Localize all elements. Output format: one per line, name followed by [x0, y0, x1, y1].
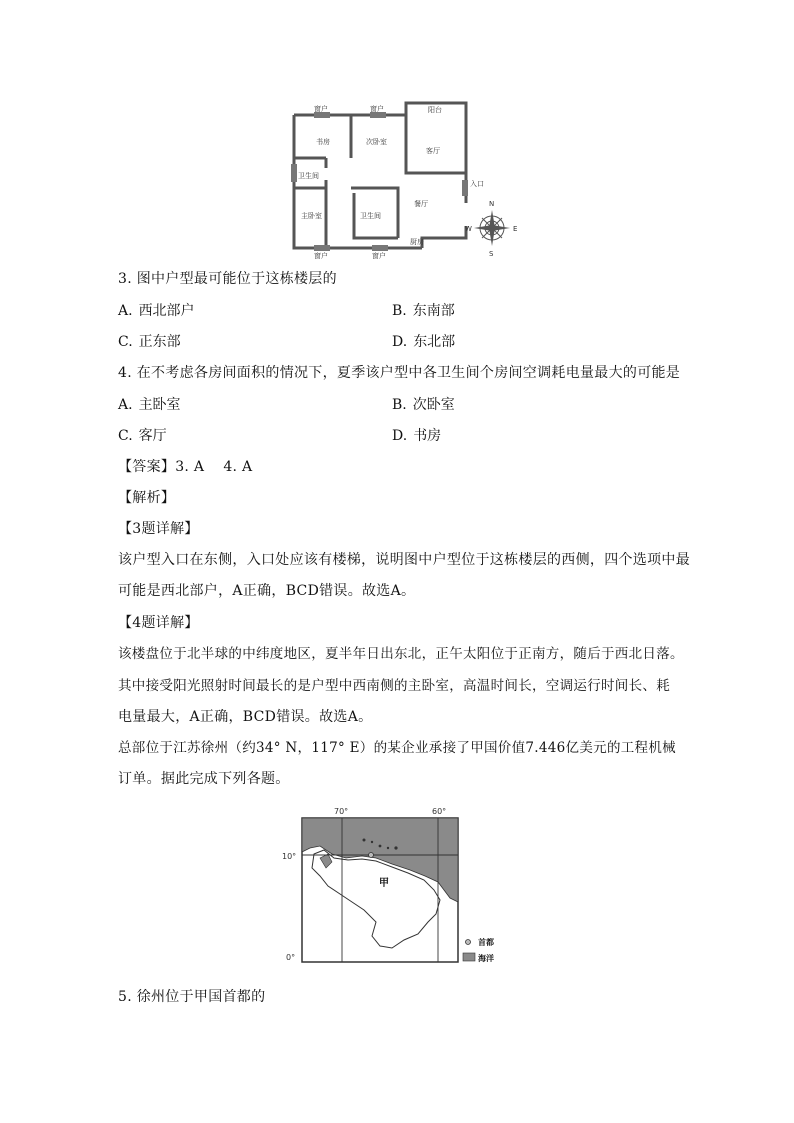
q5-stem: 5. 徐州位于甲国首都的: [118, 989, 266, 1005]
detail3-line-1: 该户型入口在东侧，入口处应该有楼梯，说明图中户型位于这栋楼层的西侧，四个选项中最: [118, 552, 690, 568]
room-dining: 餐厅: [414, 200, 428, 208]
q3-option-b: B. 东南部: [392, 303, 455, 319]
legend-capital-icon: [466, 940, 471, 945]
room-master: 主卧室: [301, 212, 322, 220]
detail4-heading: 【4题详解】: [118, 615, 199, 631]
floor-plan-figure: [286, 98, 516, 260]
map-country-label: 甲: [379, 878, 389, 889]
map-lat-bottom: 0°: [286, 953, 296, 962]
map-lon-right: 60°: [432, 807, 447, 816]
intro-line-1: 总部位于江苏徐州（约34° N，117° E）的某企业承接了甲国价值7.446亿美元的工程机械: [118, 740, 676, 756]
legend-capital-label: 首都: [478, 938, 494, 947]
room-living: 客厅: [426, 147, 440, 155]
map-lon-left: 70°: [334, 807, 349, 816]
detail3-line-2: 可能是西北部户，A正确，BCD错误。故选A。: [118, 583, 416, 599]
label-window-4: 窗户: [372, 252, 386, 260]
room-bath-1: 卫生间: [298, 172, 319, 180]
compass-w: W: [465, 225, 472, 233]
detail4-line-1: 该楼盘位于北半球的中纬度地区，夏半年日出东北，正午太阳位于正南方，随后于西北日落。: [118, 646, 684, 662]
label-window-1: 窗户: [314, 105, 328, 113]
q3-stem: 3. 图中户型最可能位于这栋楼层的: [118, 271, 337, 287]
room-study: 书房: [316, 138, 330, 146]
compass-n: N: [489, 200, 495, 208]
detail4-line-3: 电量最大，A正确，BCD错误。故选A。: [118, 709, 373, 725]
detail4-line-2: 其中接受阳光照射时间最长的是户型中西南侧的主卧室，高温时间长，空调运行时间长、耗: [118, 678, 670, 694]
answer-line: 【答案】3. A 4. A: [118, 459, 253, 475]
q3-option-a: A. 西北部户: [118, 303, 195, 319]
q4-option-a: A. 主卧室: [118, 397, 181, 413]
compass-icon: [465, 200, 517, 258]
room-second-bedroom: 次卧室: [366, 138, 387, 146]
intro-line-2: 订单。据此完成下列各题。: [118, 771, 290, 787]
detail3-heading: 【3题详解】: [118, 521, 199, 537]
room-entrance: 入口: [470, 180, 484, 188]
label-window-3: 窗户: [314, 252, 328, 260]
analysis-heading: 【解析】: [118, 490, 176, 506]
q3-option-d: D. 东北部: [392, 334, 456, 350]
q4-option-b: B. 次卧室: [392, 397, 455, 413]
map-lat-top: 10°: [282, 852, 297, 861]
label-window-2: 窗户: [370, 105, 384, 113]
compass-e: E: [513, 225, 518, 233]
q4-option-d: D. 书房: [392, 428, 442, 444]
room-kitchen: 厨房: [410, 238, 424, 246]
legend-ocean-label: 海洋: [478, 954, 494, 963]
country-map-figure: [280, 802, 520, 972]
compass-s: S: [489, 250, 494, 258]
q4-option-c: C. 客厅: [118, 428, 167, 444]
q3-option-c: C. 正东部: [118, 334, 181, 350]
q4-stem: 4. 在不考虑各房间面积的情况下，夏季该户型中各卫生间个房间空调耗电量最大的可能是: [118, 365, 681, 381]
room-balcony: 阳台: [428, 106, 442, 114]
room-bath-2: 卫生间: [360, 212, 381, 220]
legend-ocean-swatch: [463, 953, 475, 961]
capital-marker-icon: [369, 853, 374, 858]
